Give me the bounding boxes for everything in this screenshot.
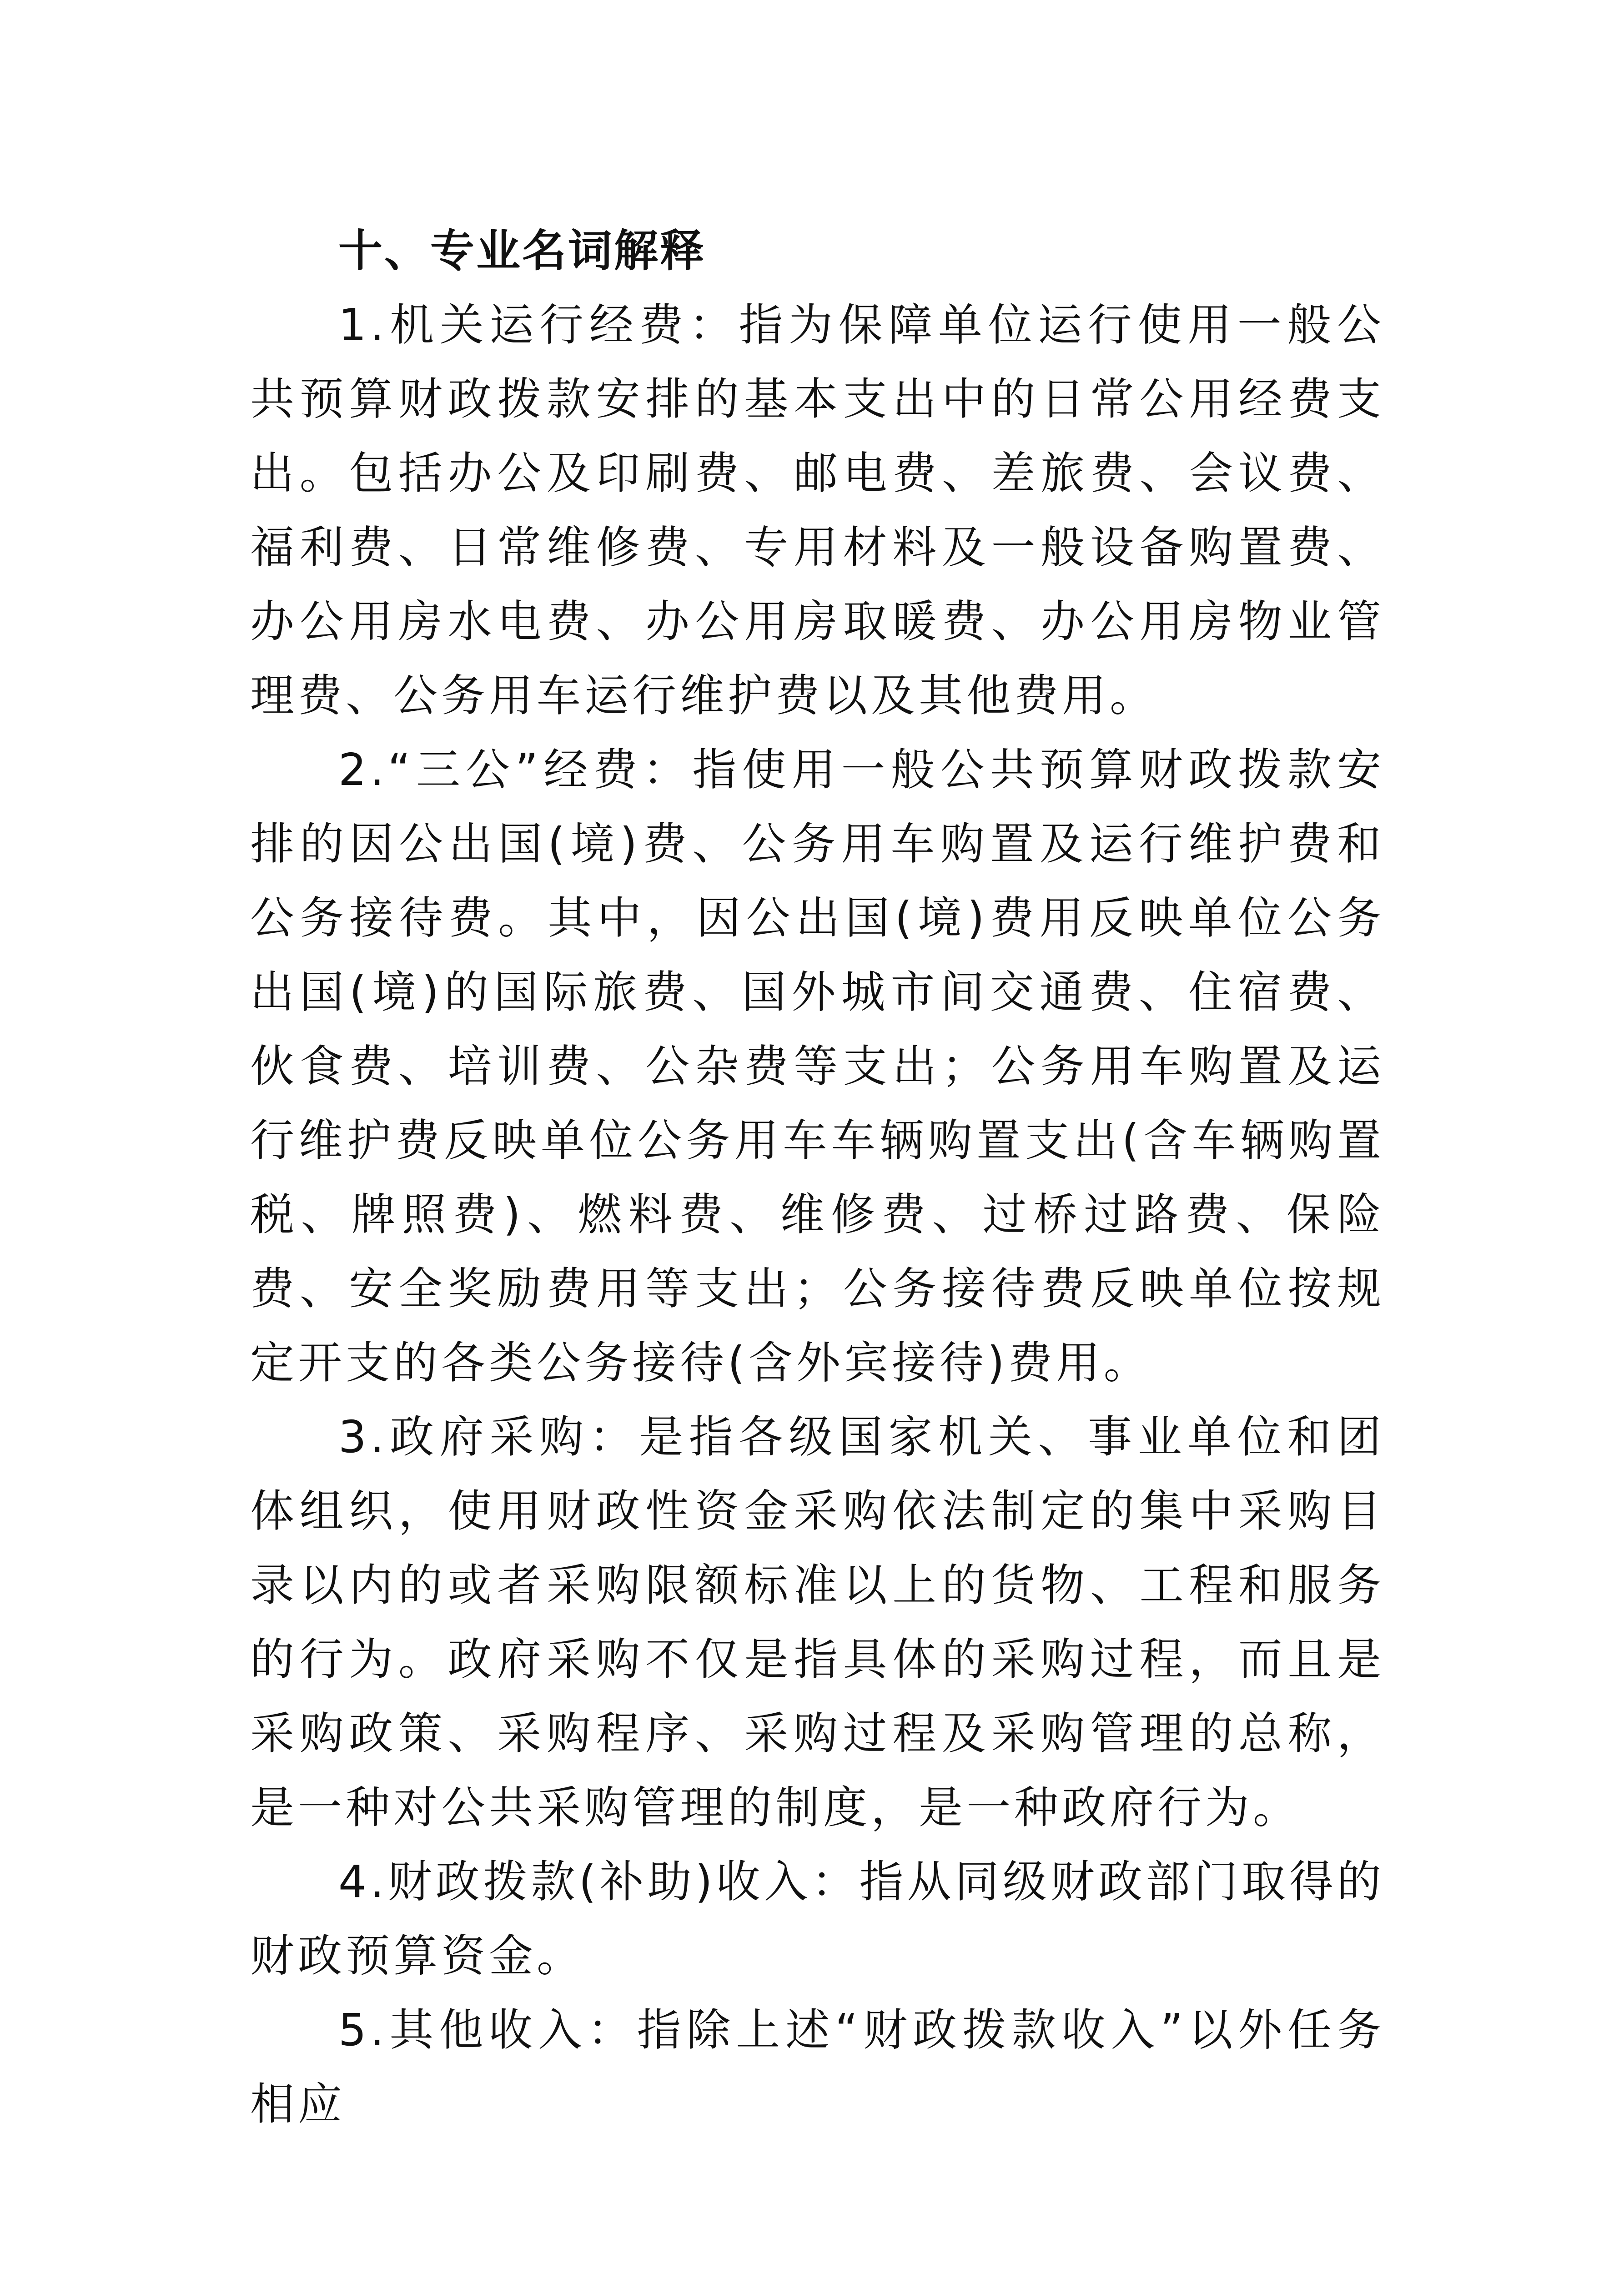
paragraph-2: 2.“三公”经费：指使用一般公共预算财政拨款安排的因公出国(境)费、公务用车购置及运行维护费和公务接待费。其中，因公出国(境)费用反映单位公务出国(境)的国际旅费、国外城市间交通费、住宿费、伙食费、培训费、公杂费等支出；公务用车购置及运行维护费反映单位公务用车车辆购置支出(含车辆购置税、牌照费)、燃料费、维修费、过桥过路费、保险费、安全奖励费用等支出；公务接待费反映单位按规定开支的各类公务接待(含外宾接待)费用。 [250, 744, 1385, 1389]
document-body [250, 214, 1385, 2141]
paragraph-4: 4.财政拨款(补助)收入：指从同级财政部门取得的财政预算资金。 [250, 1856, 1385, 1982]
paragraph-1: 1.机关运行经费：指为保障单位运行使用一般公共预算财政拨款安排的基本支出中的日常公用经费支出。包括办公及印刷费、邮电费、差旅费、会议费、福利费、日常维修费、专用材料及一般设备购置费、办公用房水电费、办公用房取暖费、办公用房物业管理费、公务用车运行维护费以及其他费用。 [250, 299, 1385, 721]
paragraph-5: 5.其他收入：指除上述“财政拨款收入”以外任务相应 [250, 2004, 1385, 2130]
section-heading: 十、专业名词解释 [338, 225, 706, 277]
paragraph-3: 3.政府采购：是指各级国家机关、事业单位和团体组织，使用财政性资金采购依法制定的集中采购目录以内的或者采购限额标准以上的货物、工程和服务的行为。政府采购不仅是指具体的采购过程，而且是采购政策、采购程序、采购过程及采购管理的总称，是一种对公共采购管理的制度，是一种政府行为。 [250, 1411, 1385, 1833]
